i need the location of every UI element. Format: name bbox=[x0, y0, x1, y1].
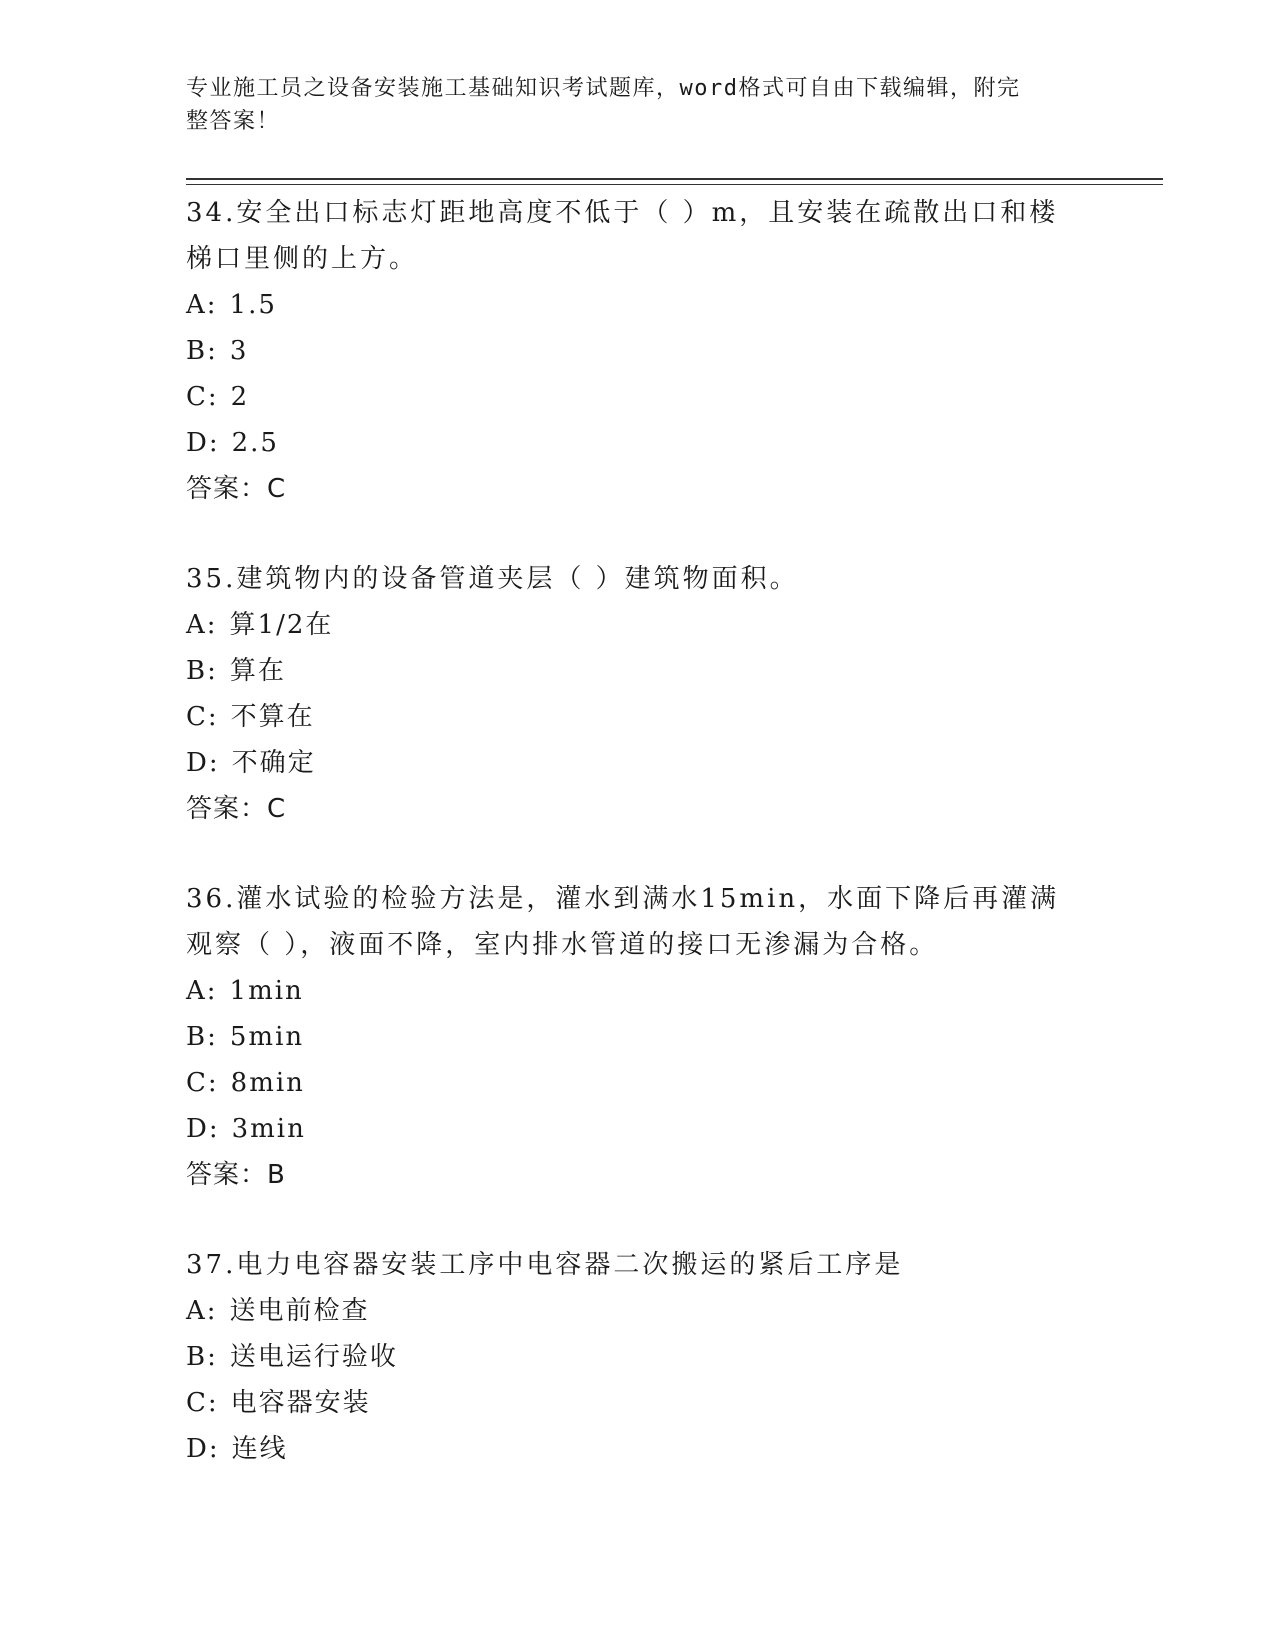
option-d bbox=[186, 740, 1086, 786]
option-d bbox=[186, 1106, 1086, 1152]
question-stem: 34.安全出口标志灯距地高度不低于（ ）m，且安装在疏散出口和楼梯口里侧的上方。 bbox=[186, 198, 1059, 274]
option-a bbox=[186, 602, 1086, 648]
question-stem: 37.电力电容器安装工序中电容器二次搬运的紧后工序是 bbox=[186, 1250, 904, 1280]
option-label: A: bbox=[186, 1296, 218, 1326]
option-label: D: bbox=[186, 1114, 220, 1144]
option-c bbox=[186, 1060, 1086, 1106]
option-label: A: bbox=[186, 976, 218, 1006]
option-text: 电容器安装 bbox=[230, 1388, 371, 1418]
option-label: C: bbox=[186, 1068, 219, 1098]
option-text: 8min bbox=[230, 1068, 305, 1098]
option-text: 送电前检查 bbox=[229, 1296, 370, 1326]
option-text: 算1/2在 bbox=[229, 610, 334, 640]
option-text: 算在 bbox=[229, 656, 286, 686]
option-b bbox=[186, 1334, 1086, 1380]
header-line-2: 整答案！ bbox=[186, 109, 281, 134]
option-text: 不确定 bbox=[231, 748, 316, 778]
option-text: 2 bbox=[230, 382, 250, 412]
option-label: B: bbox=[186, 336, 218, 366]
question-stem: 35.建筑物内的设备管道夹层（ ）建筑物面积。 bbox=[186, 564, 799, 594]
option-label: B: bbox=[186, 1342, 218, 1372]
option-d bbox=[186, 1426, 1086, 1472]
question-list bbox=[186, 190, 1086, 1516]
document-header bbox=[186, 72, 1066, 138]
option-c bbox=[186, 694, 1086, 740]
question-35 bbox=[186, 556, 1086, 832]
option-c bbox=[186, 374, 1086, 420]
option-label: D: bbox=[186, 748, 220, 778]
question-stem: 36.灌水试验的检验方法是，灌水到满水15min，水面下降后再灌满观察（ ），液面不降，室内排水管道的接口无渗漏为合格。 bbox=[186, 884, 1060, 960]
option-label: C: bbox=[186, 702, 219, 732]
option-b bbox=[186, 328, 1086, 374]
option-label: B: bbox=[186, 656, 218, 686]
option-label: C: bbox=[186, 1388, 219, 1418]
option-text: 不算在 bbox=[230, 702, 315, 732]
option-text: 5min bbox=[229, 1022, 305, 1052]
answer: 答案：C bbox=[186, 794, 287, 824]
answer: 答案：C bbox=[186, 474, 287, 504]
option-label: C: bbox=[186, 382, 219, 412]
header-line-1: 专业施工员之设备安装施工基础知识考试题库，word格式可自由下载编辑，附完 bbox=[186, 76, 1021, 101]
answer: 答案：B bbox=[186, 1160, 286, 1190]
question-34 bbox=[186, 190, 1086, 512]
option-c bbox=[186, 1380, 1086, 1426]
option-text: 3 bbox=[229, 336, 249, 366]
option-b bbox=[186, 648, 1086, 694]
header-divider-thin bbox=[186, 184, 1163, 185]
option-d bbox=[186, 420, 1086, 466]
question-36 bbox=[186, 876, 1086, 1198]
option-label: A: bbox=[186, 290, 218, 320]
option-label: D: bbox=[186, 428, 220, 458]
option-text: 3min bbox=[231, 1114, 306, 1144]
option-text: 2.5 bbox=[231, 428, 279, 458]
option-a bbox=[186, 282, 1086, 328]
option-text: 连线 bbox=[231, 1434, 288, 1464]
option-text: 1min bbox=[229, 976, 304, 1006]
option-label: B: bbox=[186, 1022, 218, 1052]
option-label: A: bbox=[186, 610, 218, 640]
option-a bbox=[186, 1288, 1086, 1334]
option-a bbox=[186, 968, 1086, 1014]
option-b bbox=[186, 1014, 1086, 1060]
question-37 bbox=[186, 1242, 1086, 1472]
option-text: 1.5 bbox=[229, 290, 277, 320]
header-divider-thick bbox=[186, 178, 1163, 180]
option-label: D: bbox=[186, 1434, 220, 1464]
option-text: 送电运行验收 bbox=[229, 1342, 398, 1372]
